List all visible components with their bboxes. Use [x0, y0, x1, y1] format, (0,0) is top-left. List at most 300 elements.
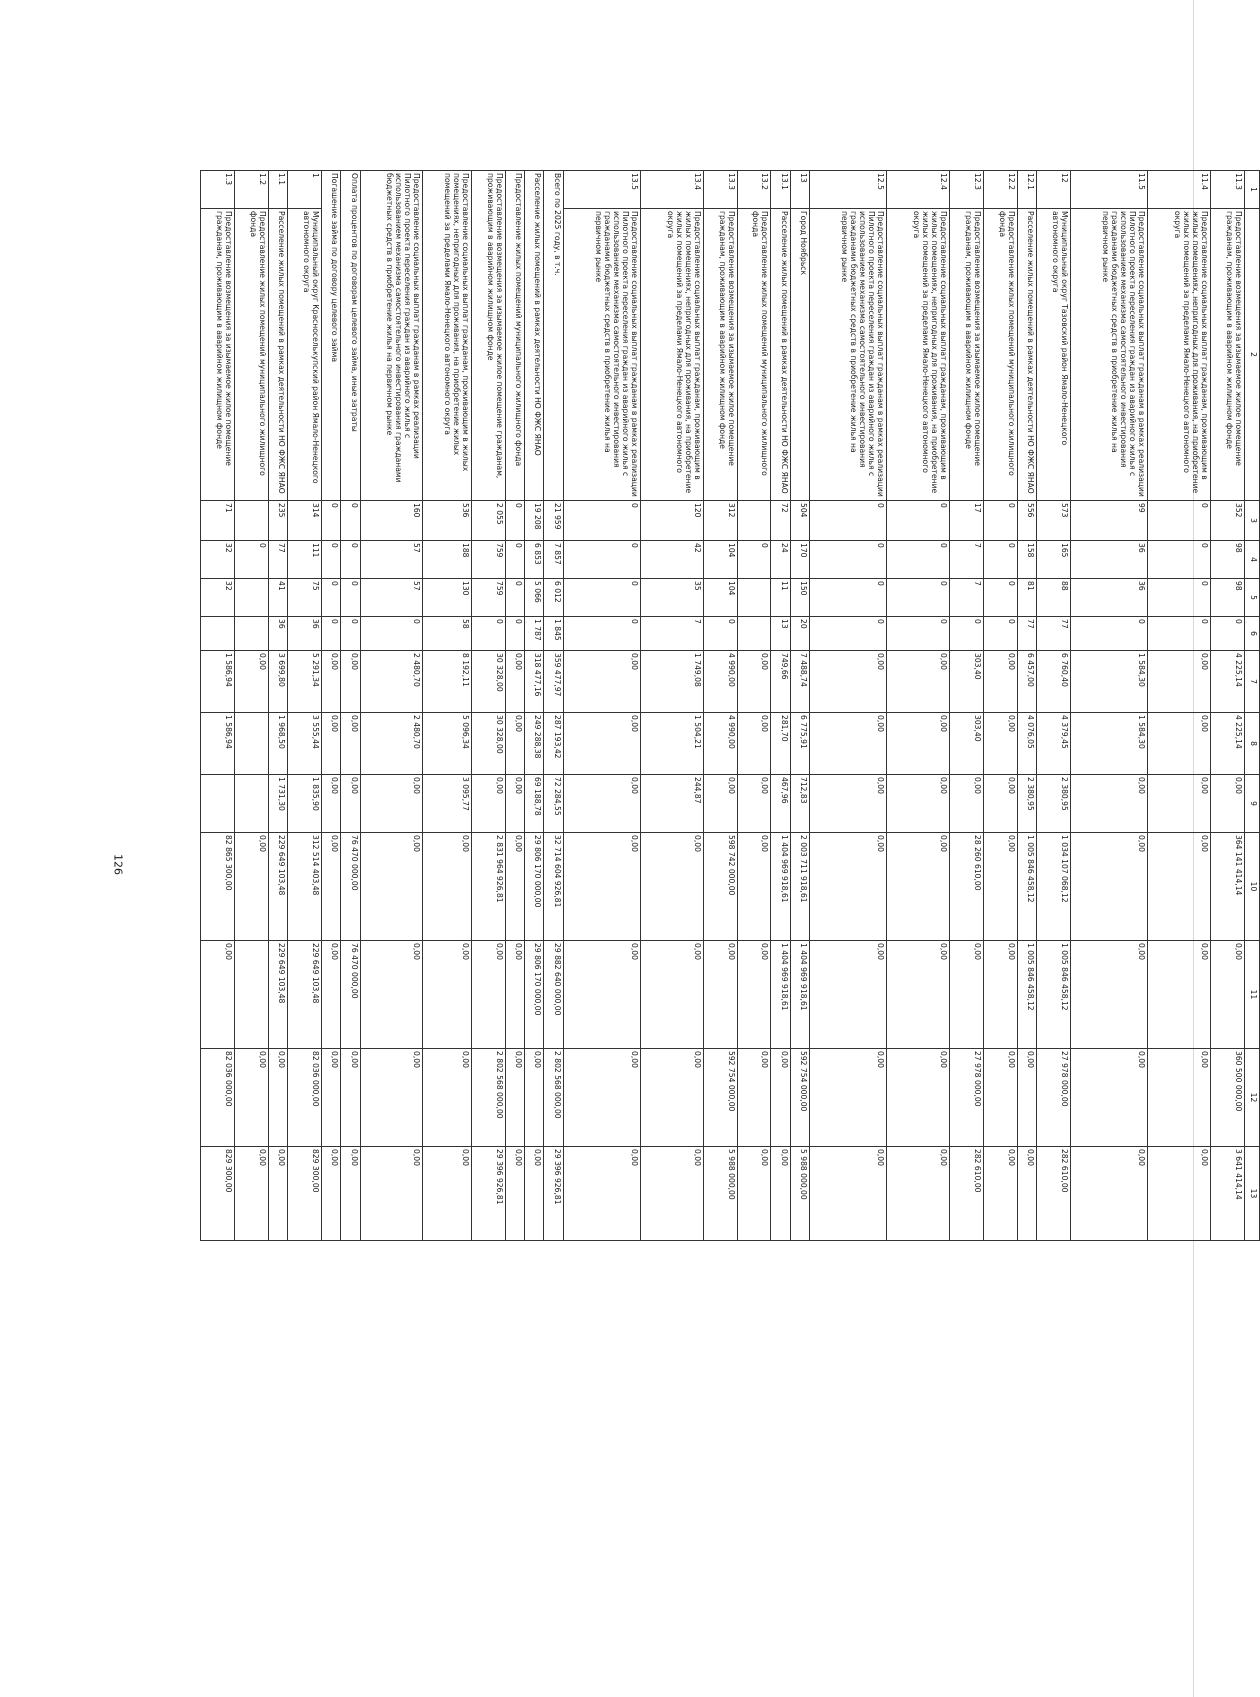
value-cell: 0 — [471, 617, 505, 651]
value-cell: 556 — [1017, 501, 1036, 541]
row-number-cell: 12.1 — [1017, 171, 1036, 209]
value-cell: 759 — [471, 541, 505, 579]
value-cell: 188 — [423, 541, 471, 579]
value-cell: 0,00 — [505, 941, 524, 1049]
value-cell: 0,00 — [505, 651, 524, 713]
value-cell: 104 — [703, 541, 737, 579]
value-cell: 0,00 — [737, 775, 771, 833]
value-cell: 0,00 — [1211, 941, 1245, 1049]
row-name-cell: Предоставление возмещения за изымаемое жилое помещение гражданам, проживающим в аварийном жилищном фонде — [703, 209, 737, 501]
value-cell: 69 188,78 — [524, 775, 543, 833]
header-cell: 13 — [1245, 1147, 1260, 1241]
value-cell: 21 959 — [544, 501, 563, 541]
table-row — [1071, 171, 1148, 1241]
value-cell: 35 — [640, 579, 703, 617]
value-cell: 0 — [563, 541, 640, 579]
value-cell: 170 — [790, 541, 809, 579]
value-cell — [737, 579, 771, 617]
value-cell: 160 — [360, 501, 423, 541]
header-cell: 12 — [1245, 1049, 1260, 1147]
value-cell: 0 — [887, 501, 950, 541]
value-cell: 0,00 — [1071, 1147, 1148, 1241]
value-cell: 0,00 — [771, 1147, 790, 1241]
value-cell: 598 742 000,00 — [703, 833, 737, 941]
value-cell: 0,00 — [810, 1147, 887, 1241]
value-cell — [234, 579, 268, 617]
value-cell: 0,00 — [640, 1049, 703, 1147]
value-cell: 1 731,30 — [268, 775, 287, 833]
value-cell: 0,00 — [1148, 833, 1211, 941]
summary-row — [360, 171, 423, 1241]
value-cell: 7 — [950, 541, 984, 579]
value-cell: 29 396 926,81 — [471, 1147, 505, 1241]
value-cell: 0 — [341, 617, 360, 651]
value-cell: 32 — [201, 579, 235, 617]
header-cell: 5 — [1245, 579, 1260, 617]
value-cell: 0 — [984, 541, 1018, 579]
row-name-cell: Расселение жилых помещений в рамках деятельности НО ФЖС ЯНАО — [268, 209, 287, 501]
table-row — [1037, 171, 1071, 1241]
value-cell: 359 477,97 — [544, 651, 563, 713]
value-cell — [234, 941, 268, 1049]
value-cell: 19 208 — [524, 501, 543, 541]
value-cell: 314 — [288, 501, 322, 541]
row-name-cell: Предоставление социальных выплат гражданам, проживающим в жилых помещениях, непригодных для проживания, на приобретение жилых помещений за пределами Ямало-Ненецкого автономного округа — [640, 209, 703, 501]
value-cell: 592 754 000,00 — [790, 1049, 809, 1147]
value-cell: 0,00 — [471, 941, 505, 1049]
value-cell: 0,00 — [887, 775, 950, 833]
value-cell: 0,00 — [1071, 775, 1148, 833]
value-cell: 0 — [360, 617, 423, 651]
value-cell: 712,83 — [790, 775, 809, 833]
value-cell: 11 — [771, 579, 790, 617]
table-row — [1211, 171, 1245, 1241]
value-cell: 0,00 — [505, 775, 524, 833]
value-cell: 0,00 — [341, 1049, 360, 1147]
value-cell: 24 — [771, 541, 790, 579]
summary-row — [524, 171, 543, 1241]
value-cell: 0 — [505, 579, 524, 617]
value-cell: 0,00 — [360, 1049, 423, 1147]
value-cell: 72 — [771, 501, 790, 541]
summary-row — [544, 171, 563, 1241]
value-cell: 0,00 — [984, 1049, 1018, 1147]
value-cell: 229 649 103,48 — [268, 833, 287, 941]
value-cell: 0,00 — [563, 941, 640, 1049]
value-cell — [234, 713, 268, 775]
row-number-cell: 12.3 — [950, 171, 984, 209]
row-name-cell: Муниципальный округ Красноселькупский район Ямало-Ненецкого автономного округа — [288, 209, 322, 501]
value-cell: 0,00 — [563, 713, 640, 775]
value-cell: 7 — [640, 617, 703, 651]
value-cell: 0,00 — [984, 941, 1018, 1049]
value-cell: 32 714 604 926,81 — [544, 833, 563, 941]
value-cell: 1 404 969 918,61 — [790, 941, 809, 1049]
row-number-cell: 1 — [288, 171, 322, 209]
value-cell: 0 — [321, 541, 340, 579]
value-cell: 77 — [268, 541, 287, 579]
value-cell: 0,00 — [1017, 1147, 1036, 1241]
value-cell: 71 — [201, 501, 235, 541]
value-cell: 0,00 — [771, 1049, 790, 1147]
value-cell: 2 480,70 — [360, 651, 423, 713]
value-cell: 229 649 103,48 — [268, 941, 287, 1049]
value-cell: 0,00 — [321, 1049, 340, 1147]
value-cell: 0 — [1148, 579, 1211, 617]
value-cell: 0,00 — [810, 833, 887, 941]
value-cell: 1 584,30 — [1071, 651, 1148, 713]
value-cell: 0,00 — [360, 941, 423, 1049]
value-cell: 0 — [887, 617, 950, 651]
value-cell: 229 649 103,48 — [288, 941, 322, 1049]
value-cell: 303,40 — [950, 713, 984, 775]
table-row — [984, 171, 1018, 1241]
header-cell: 6 — [1245, 617, 1260, 651]
row-number-cell: 12.5 — [810, 171, 887, 209]
row-number-cell: 1.2 — [234, 171, 268, 209]
value-cell: 0 — [505, 617, 524, 651]
value-cell: 0 — [1211, 617, 1245, 651]
value-cell: 0,00 — [737, 713, 771, 775]
value-cell: 5 096,34 — [423, 713, 471, 775]
value-cell: 0,00 — [423, 941, 471, 1049]
value-cell: 0,00 — [1148, 713, 1211, 775]
value-cell: 0,00 — [360, 833, 423, 941]
value-cell: 30 328,00 — [471, 713, 505, 775]
value-cell: 244,87 — [640, 775, 703, 833]
value-cell: 130 — [423, 579, 471, 617]
value-cell: 287 193,42 — [544, 713, 563, 775]
value-cell: 75 — [288, 579, 322, 617]
value-cell: 36 — [1071, 541, 1148, 579]
value-cell: 0,00 — [563, 775, 640, 833]
value-cell: 0,00 — [1017, 1049, 1036, 1147]
value-cell: 0,00 — [1071, 941, 1148, 1049]
value-cell: 0,00 — [321, 713, 340, 775]
table-row — [887, 171, 950, 1241]
value-cell: 0 — [984, 579, 1018, 617]
value-cell: 0,00 — [341, 775, 360, 833]
value-cell: 0,00 — [321, 775, 340, 833]
value-cell: 2 003 711 918,61 — [790, 833, 809, 941]
value-cell: 0,00 — [341, 713, 360, 775]
value-cell: 1 005 846 458,12 — [1017, 941, 1036, 1049]
value-cell: 4 225,14 — [1211, 651, 1245, 713]
value-cell: 5 066 — [524, 579, 543, 617]
summary-name-cell: Всего по 2025 году, в т.ч. — [544, 171, 563, 501]
value-cell: 0,00 — [234, 651, 268, 713]
value-cell: 41 — [268, 579, 287, 617]
value-cell: 0,00 — [887, 833, 950, 941]
row-number-cell: 1.3 — [201, 171, 235, 209]
value-cell: 36 — [1071, 579, 1148, 617]
value-cell: 1 005 846 458,12 — [1017, 833, 1036, 941]
data-table — [200, 170, 1260, 1241]
value-cell: 0 — [1148, 617, 1211, 651]
value-cell: 0 — [1148, 501, 1211, 541]
value-cell: 2 802 568 000,00 — [544, 1049, 563, 1147]
value-cell: 0 — [341, 541, 360, 579]
value-cell: 0,00 — [201, 941, 235, 1049]
value-cell: 0 — [810, 501, 887, 541]
value-cell: 0 — [810, 579, 887, 617]
value-cell: 0,00 — [563, 1049, 640, 1147]
value-cell: 0,00 — [563, 1147, 640, 1241]
value-cell: 0,00 — [984, 1147, 1018, 1241]
table-row — [771, 171, 790, 1241]
value-cell: 1 034 107 068,12 — [1037, 833, 1071, 941]
value-cell: 0,00 — [423, 1147, 471, 1241]
value-cell: 1 968,50 — [268, 713, 287, 775]
value-cell: 0,00 — [950, 941, 984, 1049]
value-cell: 82 865 300,00 — [201, 833, 235, 941]
row-name-cell: Предоставление жилых помещений муниципального жилищного фонда — [234, 209, 268, 501]
header-cell: 2 — [1245, 209, 1260, 501]
summary-row — [471, 171, 505, 1241]
value-cell: 1 835,90 — [288, 775, 322, 833]
value-cell: 32 — [201, 541, 235, 579]
value-cell: 0,00 — [1071, 1049, 1148, 1147]
value-cell: 235 — [268, 501, 287, 541]
summary-name-cell: Оплата процентов по договорам целевого займа, иные затраты — [341, 171, 360, 501]
value-cell: 7 488,74 — [790, 651, 809, 713]
value-cell: 0,00 — [360, 1147, 423, 1241]
value-cell: 2 480,70 — [360, 713, 423, 775]
value-cell: 318 477,16 — [524, 651, 543, 713]
header-cell: 3 — [1245, 501, 1260, 541]
value-cell: 0,00 — [1148, 651, 1211, 713]
row-name-cell: Город Ноябрьск — [790, 209, 809, 501]
value-cell: 3 095,77 — [423, 775, 471, 833]
row-number-cell: 13.2 — [737, 171, 771, 209]
value-cell: 6 853 — [524, 541, 543, 579]
row-number-cell: 11.5 — [1071, 171, 1148, 209]
value-cell: 28 260 610,00 — [950, 833, 984, 941]
value-cell: 27 978 000,00 — [950, 1049, 984, 1147]
value-cell: 0 — [321, 579, 340, 617]
value-cell: 76 470 000,00 — [341, 941, 360, 1049]
value-cell: 0,00 — [563, 651, 640, 713]
value-cell: 76 470 000,00 — [341, 833, 360, 941]
summary-name-cell: Предоставление социальных выплат гражданам в рамках реализации Пилотного проекта переселения граждан из аварийного жилья с использованием механизма самостоятельного инвестирования гражданами бюджетных средств в приобретение жилья на первичном рынке — [360, 171, 423, 501]
value-cell: 4 379,45 — [1037, 713, 1071, 775]
value-cell: 0 — [234, 541, 268, 579]
value-cell: 82 036 000,00 — [288, 1049, 322, 1147]
value-cell: 0,00 — [321, 833, 340, 941]
row-name-cell: Предоставление социальных выплат гражданам, проживающим в жилых помещениях, непригодных для проживания, на приобретение жилых помещений за пределами Ямало-Ненецкого автономного округа — [887, 209, 950, 501]
table-row — [288, 171, 322, 1241]
table-row — [1148, 171, 1211, 1241]
value-cell: 829 300,00 — [288, 1147, 322, 1241]
header-cell: 8 — [1245, 713, 1260, 775]
value-cell: 573 — [1037, 501, 1071, 541]
value-cell: 150 — [790, 579, 809, 617]
value-cell: 1 845 — [544, 617, 563, 651]
value-cell: 0 — [341, 501, 360, 541]
value-cell: 592 754 000,00 — [703, 1049, 737, 1147]
header-cell: 4 — [1245, 541, 1260, 579]
row-name-cell: Расселение жилых помещений в рамках деятельности НО ФЖС ЯНАО — [771, 209, 790, 501]
value-cell: 5 988 000,00 — [790, 1147, 809, 1241]
row-name-cell: Муниципальный округ Тазовский район Ямало-Ненецкого автономного округа — [1037, 209, 1071, 501]
value-cell: 42 — [640, 541, 703, 579]
value-cell: 98 — [1211, 541, 1245, 579]
value-cell: 3 699,80 — [268, 651, 287, 713]
value-cell: 104 — [703, 579, 737, 617]
value-cell: 36 — [268, 617, 287, 651]
value-cell: 0,00 — [737, 1147, 771, 1241]
summary-name-cell: Предоставление возмещения за изымаемое жилое помещение гражданам, проживающим в аварийном жилищном фонде — [471, 171, 505, 501]
value-cell: 0,00 — [563, 833, 640, 941]
row-number-cell: 13 — [790, 171, 809, 209]
value-cell: 0,00 — [984, 775, 1018, 833]
value-cell: 82 036 000,00 — [201, 1049, 235, 1147]
row-number-cell: 12.2 — [984, 171, 1018, 209]
value-cell: 0,00 — [640, 941, 703, 1049]
value-cell: 536 — [423, 501, 471, 541]
value-cell — [737, 617, 771, 651]
value-cell: 312 514 403,48 — [288, 833, 322, 941]
value-cell: 0,00 — [887, 713, 950, 775]
value-cell: 0 — [810, 541, 887, 579]
value-cell: 4 225,14 — [1211, 713, 1245, 775]
value-cell: 1 586,94 — [201, 713, 235, 775]
row-name-cell: Предоставление социальных выплат гражданам в рамках реализации Пилотного проекта переселения граждан из аварийного жилья с использованием механизма самостоятельного инвестирования гражданами бюджетных средств в приобретение жилья на первичном рынке — [1071, 209, 1148, 501]
value-cell: 2 380,95 — [1017, 775, 1036, 833]
value-cell: 0,00 — [505, 1049, 524, 1147]
header-cell: 7 — [1245, 651, 1260, 713]
value-cell: 281,70 — [771, 713, 790, 775]
value-cell: 303,40 — [950, 651, 984, 713]
value-cell: 29 882 640 000,00 — [544, 941, 563, 1049]
summary-row — [341, 171, 360, 1241]
value-cell: 0,00 — [984, 713, 1018, 775]
value-cell: 0,00 — [321, 651, 340, 713]
value-cell: 0,00 — [810, 651, 887, 713]
value-cell: 0,00 — [234, 1049, 268, 1147]
value-cell: 99 — [1071, 501, 1148, 541]
value-cell: 3 641 414,14 — [1211, 1147, 1245, 1241]
value-cell: 0,00 — [1148, 941, 1211, 1049]
summary-row — [505, 171, 524, 1241]
value-cell: 0,00 — [950, 775, 984, 833]
value-cell: 352 — [1211, 501, 1245, 541]
value-cell: 77 — [1017, 617, 1036, 651]
value-cell: 88 — [1037, 579, 1071, 617]
value-cell: 5 988 000,00 — [703, 1147, 737, 1241]
value-cell: 0 — [563, 617, 640, 651]
value-cell: 0,00 — [703, 941, 737, 1049]
value-cell: 98 — [1211, 579, 1245, 617]
value-cell: 1 504,21 — [640, 713, 703, 775]
value-cell: 0,00 — [524, 1147, 543, 1241]
header-row — [1245, 171, 1260, 1241]
value-cell: 0 — [984, 501, 1018, 541]
value-cell — [234, 775, 268, 833]
table-row — [563, 171, 640, 1241]
value-cell: 0 — [505, 501, 524, 541]
value-cell: 0 — [737, 541, 771, 579]
value-cell: 0 — [984, 617, 1018, 651]
row-name-cell: Предоставление социальных выплат гражданам в рамках реализации Пилотного проекта переселения граждан из аварийного жилья с использованием механизма самостоятельного инвестирования гражданами бюджетных средств в приобретение жилья на первичном рынке — [563, 209, 640, 501]
table-row — [950, 171, 984, 1241]
value-cell: 829 300,00 — [201, 1147, 235, 1241]
summary-name-cell: Предоставление социальных выплат гражданам, проживающим в жилых помещениях, непригодных для проживания, на приобретение жилых помещений за пределами Ямало-Ненецкого автономного округа — [423, 171, 471, 501]
value-cell: 0 — [1148, 541, 1211, 579]
row-name-cell: Предоставление жилых помещений муниципального жилищного фонда — [737, 209, 771, 501]
value-cell: 0,00 — [268, 1049, 287, 1147]
value-cell: 0 — [321, 617, 340, 651]
value-cell: 0,00 — [321, 1147, 340, 1241]
value-cell: 29 806 170 000,00 — [524, 941, 543, 1049]
value-cell: 0,00 — [321, 941, 340, 1049]
rotated-table-sheet — [200, 170, 1260, 1240]
header-cell: 1 — [1245, 171, 1260, 209]
value-cell: 158 — [1017, 541, 1036, 579]
row-name-cell: Предоставление возмещения за изымаемое жилое помещение гражданам, проживающим в аварийном жилищном фонде — [950, 209, 984, 501]
value-cell: 3 555,44 — [288, 713, 322, 775]
value-cell: 0,00 — [887, 1147, 950, 1241]
value-cell: 0,00 — [1071, 833, 1148, 941]
row-number-cell: 13.3 — [703, 171, 737, 209]
row-name-cell: Предоставление жилых помещений муниципального жилищного фонда — [984, 209, 1018, 501]
table-row — [737, 171, 771, 1241]
value-cell: 364 141 414,14 — [1211, 833, 1245, 941]
row-number-cell: 12.4 — [887, 171, 950, 209]
value-cell: 5 291,34 — [288, 651, 322, 713]
value-cell: 1 584,30 — [1071, 713, 1148, 775]
value-cell: 249 288,38 — [524, 713, 543, 775]
value-cell: 0,00 — [810, 941, 887, 1049]
value-cell: 0,00 — [640, 833, 703, 941]
row-number-cell: 12 — [1037, 171, 1071, 209]
summary-name-cell: Расселение жилых помещений в рамках деятельности НО ФЖС ЯНАО — [524, 171, 543, 501]
value-cell: 1 005 846 458,12 — [1037, 941, 1071, 1049]
value-cell: 36 — [288, 617, 322, 651]
value-cell: 0,00 — [423, 833, 471, 941]
header-cell: 9 — [1245, 775, 1260, 833]
summary-name-cell: Предоставление жилых помещений муниципального жилищного фонда — [505, 171, 524, 501]
row-number-cell: 1.1 — [268, 171, 287, 209]
value-cell: 7 857 — [544, 541, 563, 579]
value-cell: 0 — [703, 617, 737, 651]
row-name-cell: Предоставление социальных выплат гражданам, проживающим в жилых помещениях, непригодных для проживания, на приобретение жилых помещений за пределами Ямало-Ненецкого автономного округа — [1148, 209, 1211, 501]
value-cell: 30 328,00 — [471, 651, 505, 713]
value-cell: 504 — [790, 501, 809, 541]
row-number-cell: 11.3 — [1211, 171, 1245, 209]
table-row — [703, 171, 737, 1241]
value-cell: 72 284,55 — [544, 775, 563, 833]
row-name-cell: Расселение жилых помещений в рамках деятельности НО ФЖС ЯНАО — [1017, 209, 1036, 501]
value-cell: 17 — [950, 501, 984, 541]
value-cell: 165 — [1037, 541, 1071, 579]
value-cell: 57 — [360, 579, 423, 617]
header-cell: 10 — [1245, 833, 1260, 941]
value-cell: 0,00 — [810, 1049, 887, 1147]
value-cell: 0,00 — [1148, 1147, 1211, 1241]
value-cell: 0,00 — [737, 651, 771, 713]
value-cell: 749,66 — [771, 651, 790, 713]
value-cell: 0,00 — [984, 833, 1018, 941]
value-cell: 29 806 170 000,00 — [524, 833, 543, 941]
value-cell: 0,00 — [887, 941, 950, 1049]
value-cell: 0,00 — [640, 1147, 703, 1241]
value-cell: 0,00 — [234, 1147, 268, 1241]
value-cell: 0,00 — [737, 941, 771, 1049]
value-cell: 7 — [950, 579, 984, 617]
value-cell: 0,00 — [984, 651, 1018, 713]
value-cell: 29 396 926,81 — [544, 1147, 563, 1241]
